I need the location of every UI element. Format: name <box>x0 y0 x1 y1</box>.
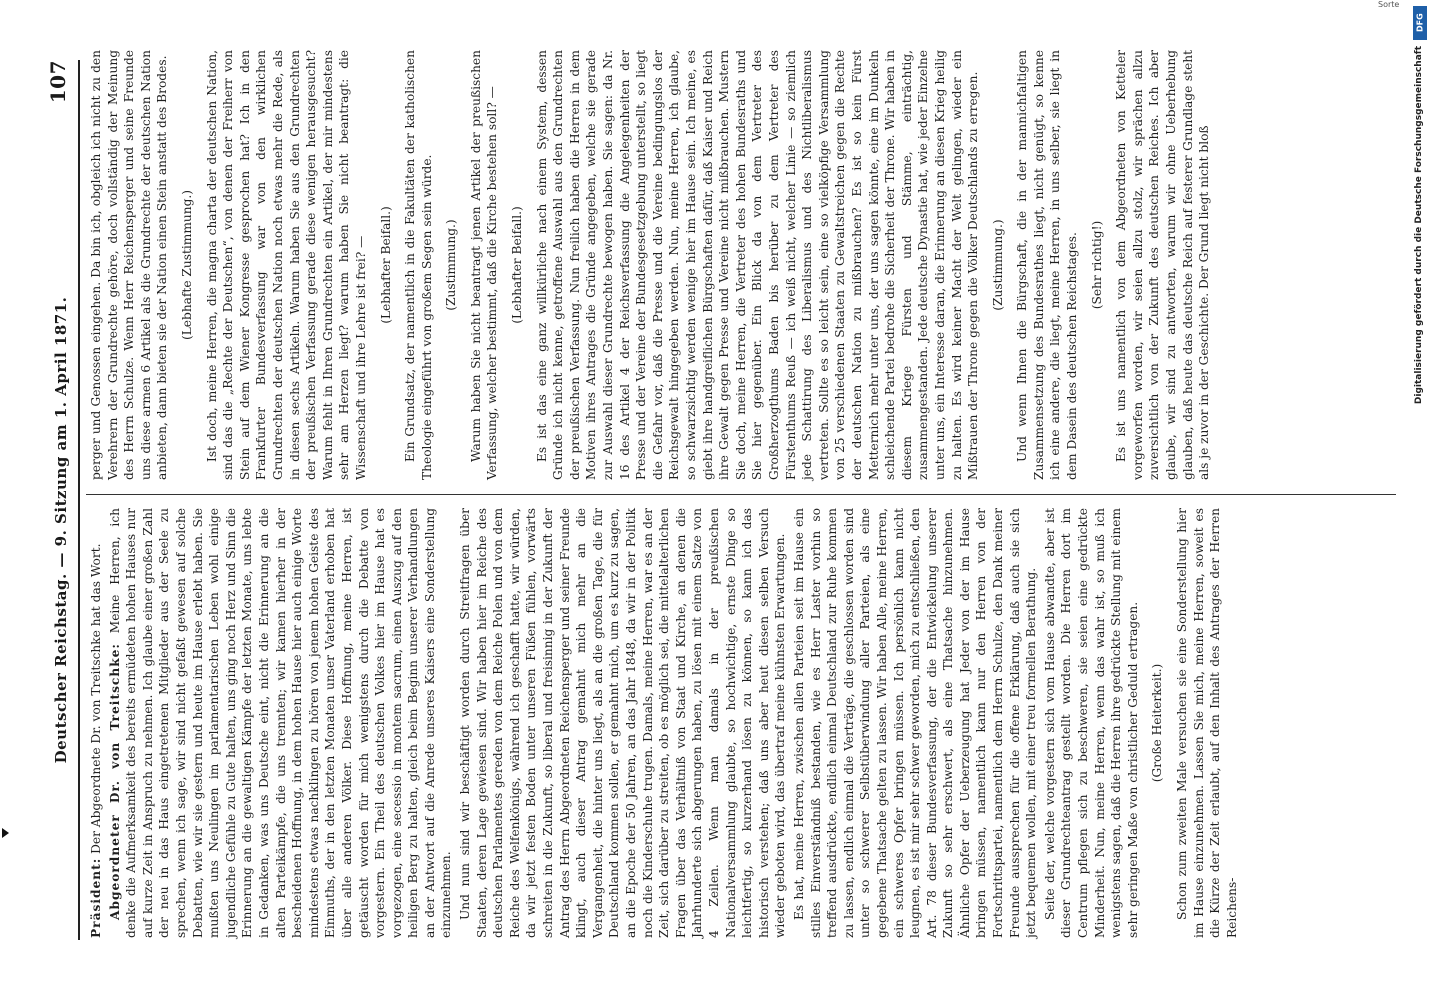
stage-direction: (Lebhafter Beifall.) <box>510 206 525 324</box>
paragraph <box>107 508 455 938</box>
stage-direction: (Sehr richtig!) <box>1089 220 1104 310</box>
paragraph: Es ist das eine ganz willkürliche nach einem System, dessen Gründe ich nicht kenne, getroffene Auswahl aus den Grundrechten der preußischen Verfassung. Nun freilich haben die Herren in dem Motiven ihres Antrages die Gründe angegeben, welche sie gerade zur Auswahl dieser Grundrechte bewogen haben. Sie sagen: da Nr. 16 des Artikel 4 der Reichsverfassung die Angelegenheiten der Presse und der Vereine der Bundesgesetzgebung unterstellt, so liegt die Gefahr vor, daß die Presse und die Vereine bedingungslos der Reichsgewalt hingegeben werden. Nun, meine Herren, ich glaube, so schwarzsichtig werden wenige hier im Hause sein. Ich meine, es giebt ihre handgreiflichen Bürgschaften dafür, daß Kaiser und Reich ihre Gewalt gegen Presse und Vereine nicht mißbrauchen. Mustern Sie doch, meine Herren, die Vertreter des hohen Bundesraths und Sie hier gegenüber. Ein Blick da von dem Vertreter des Großherzogthums Baden bis herüber zu dem Vertreter des Fürstenthums Reuß — ich weiß nicht, welcher Linie — so ziemlich jede Schattirung des Liberalismus und des Nichtliberalismus vertreten. Sollte es so leicht sein, eine so vielköpfige Versammlung von 25 verschiedenen Staaten zu Gewaltstreichen gegen die Rechte der deutschen Nation zu mißbrauchen? Es ist so kein Fürst Metternich mehr unter uns, der uns sagen könnte, eine im Dunkeln schleichende Partei bedrohe die Sicherheit der Throne. Wir haben in diesem Kriege Fürsten und Stämme, einträchtig, zusammengestanden. Jede deutsche Dynastie hat, wie jeder Einzelne unter uns, ein Interesse daran, die Erinnerung an diesen Krieg heilig zu halten. Es wird keiner Macht der Welt gelingen, wieder ein Mißtrauen der Throne gegen die Völker Deutschlands zu erregen. <box>534 50 981 480</box>
column-divider <box>86 494 1396 495</box>
paragraph: Schon zum zweiten Male versuchen sie eine Sonderstellung hier im Hause einzunehmen. Lassen Sie mich, meine Herren, soweit es die Kürze der Zeit erlaubt, auf den Inhalt des Antrages der Herren Reichens- <box>1175 508 1239 938</box>
right-column <box>88 50 1215 480</box>
paragraph: Und nun sind wir beschäftigt worden durch Streitfragen über Staaten, deren Lage gewiesen sind. Wir haben hier im Reiche des deutschen Parlamentes gereden von dem Reiche Polen und von dem Reiche des Welfenkönigs, während ich geschafft hatte, wir würden, da wir jetzt festen Boden unter unseren Füßen fühlen, vorwärts schreiten in die Zukunft, so liberal und freisinnig in der Zukunft der Antrag des Herrn Abgeordneten Reichensperger und seiner Freunde klingt, auch dieser Antrag gemahnt mich mehr an die Vergangenheit, die hinter uns liegt, als an die großen Tage, die für Deutschland kommen sollen, er gemahnt mich, um es kurz zu sagen, an die Epoche der 50 Jahren, an das Jahr 1848, da wir in der Politik noch die Kinderschuhe trugen. Damals, meine Herren, war es an der Zeit, sich darüber zu streiten, ob es möglich sei, die mittelalterlichen Fragen über das Verhältniß von Staat und Kirche, an denen die Jahrhunderte sich abgerungen haben, zu lösen mit einem Satze von 4 Zeilen. Wenn man damals in der preußischen Nationalversammlung glaubte, so hochwichtige, ernste Dinge so leichtfertig, so kurzerhand lösen zu können, so kann ich das historisch verstehen; daß uns aber heut diesen selben Versuch wieder geboten wird, das übertraf meine kühnsten Erwartungen. <box>458 508 788 938</box>
stage-direction: (Zustimmung.) <box>990 219 1005 311</box>
paragraph: perger und Genossen eingehen. Da bin ich, obgleich ich nicht zu den Verehrern der Grundrechte gehöre, doch vollständig der Meinung des Herrn Schulze. Wenn Herr Reichensperger und seine Freunde uns diese armen 6 Artikel als die Grundrechte der deutschen Nation anbieten, dann bieten sie der Nation einen Stein anstatt des Brodes. <box>89 50 170 480</box>
speaker-name: Präsident: <box>89 857 103 938</box>
stage-direction: (Lebhafter Beifall.) <box>378 206 393 324</box>
header-title: Deutscher Reichstag. — 9. Sitzung am 1. April 1871. <box>52 296 70 764</box>
credit-text: Digitalisierung gefördert durch die Deutsche Forschungsgemeinschaft <box>1414 46 1424 405</box>
paragraph: Ein Grundsatz, der namentlich in die Fakultäten der katholischen Theologie eingeführt von großem Segen sein würde. <box>403 50 434 480</box>
paragraph: Seite der, welche vorgestern sich vom Hause abwandte, aber ist dieser Grundrechteantrag gestellt worden. Die Herren dort im Centrum pflegen sich zu beschweren, sie seien eine gedrückte Minderheit. Nun, meine Herren, wenn das wahr ist, so muß ich wenigstens sagen, daß die Herren ihre gedrückte Stellung mit einem sehr geringen Maße von christlicher Geduld ertragen. <box>1042 508 1140 938</box>
page-number: 107 <box>46 60 70 104</box>
left-column <box>88 508 1242 938</box>
stage-direction: (Zustimmung.) <box>444 219 459 311</box>
paragraph-text: Der Abgeordnete Dr. von Treitschke hat das Wort. <box>89 543 103 854</box>
margin-note: Sorte <box>1378 0 1400 9</box>
paragraph: Es hat, meine Herren, zwischen allen Parteien seit im Hause ein stilles Einverständniß bestanden, wie es Herr Laster vorhin so treffend ausdrückte, endlich einmal Deutschland zur Ruhe kommen zu lassen, endlich einmal die Verträge, die geschlossen worden sind unter so schwerer Selbstüberwindung aller Parteien, als eine gegebene Thatsache gelten zu lassen. Wir haben Alle, meine Herren, ein schweres Opfer bringen müssen. Ich persönlich kann nicht leugnen, es ist mir sehr schwer geworden, mich zu entschließen, den Art. 78 dieser Bundesverfassung, der die Entwickelung unserer Zukunft so sehr erschwert, als eine Thatsache hinzunehmen. Ähnliche Opfer der Ueberzeugung hat Jeder von der im Hause bringen müssen, namentlich kann nur den Herren von der Fortschrittspartei, namentlich dem Herrn Schulze, den Dank meiner Freunde aussprechen für die offene Erklärung, daß auch sie sich jetzt bequemen wollen, mit einer treu formellen Berathung. <box>791 508 1039 938</box>
credit-strip <box>1413 0 1429 1000</box>
paragraph: Und wenn Ihnen die Bürgschaft, die in der mannichfaltigen Zusammensetzung des Bundesrathes liegt, nicht genügt, so kenne ich eine andere, die liegt, meine Herren, in uns selber, sie liegt in dem Dasein des deutschen Reichstages. <box>1015 50 1080 480</box>
header-rule <box>78 60 80 940</box>
dfg-logo: DFG <box>1413 6 1427 40</box>
stage-direction: (Große Heiterkeit.) <box>1150 663 1165 783</box>
paragraph: Ist doch, meine Herren, die magna charta der deutschen Nation, sind das die „Rechte der Deutschen“, von denen der Freiherr von Stein auf dem Wiener Kongresse gesprochen hat? Ich in den Frankfurter Bundesverfassung war von den wirklichen Grundrechten der deutschen Nation noch etwas mehr die Rede, als in diesen sechs Artikeln. Warum haben Sie aus den Grundrechten der preußischen Verfassung gerade diese wenigen herausgesucht? Warum fehlt in Ihren Grundrechten ein Artikel, der mir mindestens sehr am Herzen liegt? warum haben Sie nicht beantragt: die Wissenschaft und ihre Lehre ist frei? — <box>204 50 368 480</box>
paragraph <box>88 508 105 938</box>
paragraph-text: Meine Herren, ich denke die Aufmerksamkeit des bereits ermüdeten hohen Hauses nur auf kurze Zeit in Anspruch zu nehmen. Ich glaube einer großen Zahl der neu in das Haus eingetretenen Mitglieder aus der Seele zu sprechen, wenn ich sage, wir sind nicht gefaßt gewesen auf solche Debatten, wie wir sie gestern und heute im Hause erlebt haben. Sie mußten uns Neulingen im parlamentarischen Leben wohl einige jugendliche Gefühle zu Gute halten, uns ging noch Herz und Sinn die Erinnerung an die gewaltigen Kämpfe der letzten Monate, uns lebte in Gedanken, was uns Deutsche eint, nicht die Erinnerung an die alten Parteikämpfe, die uns trennten; wir kamen hierher in der bescheidenen Hoffnung, in dem hohen Hause hier auch einige Worte mindestens etwas nachklingen zu hören von jenem hohen Geiste des Einmuths, der in den letzten Monaten unser Vaterland erhoben hat über alle anderen Völker. Diese Hoffnung, meine Herren, ist getäuscht worden für mich wenigstens durch die Debatte von vorgestern. Ein Theil des deutschen Volkes hier im Hause hat es vorgezogen, eine secessio in montem sacrum, einen Auszug auf den heiligen Berg zu halten, gleich beim Beginn unserer Verhandlungen an der Antwort auf die Anrede unseres Kaisers eine Sonderstellung einzunehmen. <box>107 508 454 938</box>
paragraph: Es ist uns namentlich von dem Abgeordneten von Ketteler vorgeworfen worden, wir seien allzu stolz, wir sprächen allzu zuversichtlich von der Zukunft des deutschen Reiches. Ich aber glaube, wir sind zu antworten, warum wir ohne Ueberhebung glauben, daß heute das deutsche Reich auf festerer Grundlage steht als je zuvor in der Geschichte. Der Grund liegt nicht bloß <box>1114 50 1212 480</box>
paragraph: Warum haben Sie nicht beantragt jenen Artikel der preußischen Verfassung, welcher bestimmt, daß die Kirche bestehen soll? — <box>468 50 500 480</box>
speaker-name: Abgeordneter Dr. von Treitschke: <box>107 643 122 920</box>
stage-direction: (Lebhafte Zustimmung.) <box>179 189 194 341</box>
